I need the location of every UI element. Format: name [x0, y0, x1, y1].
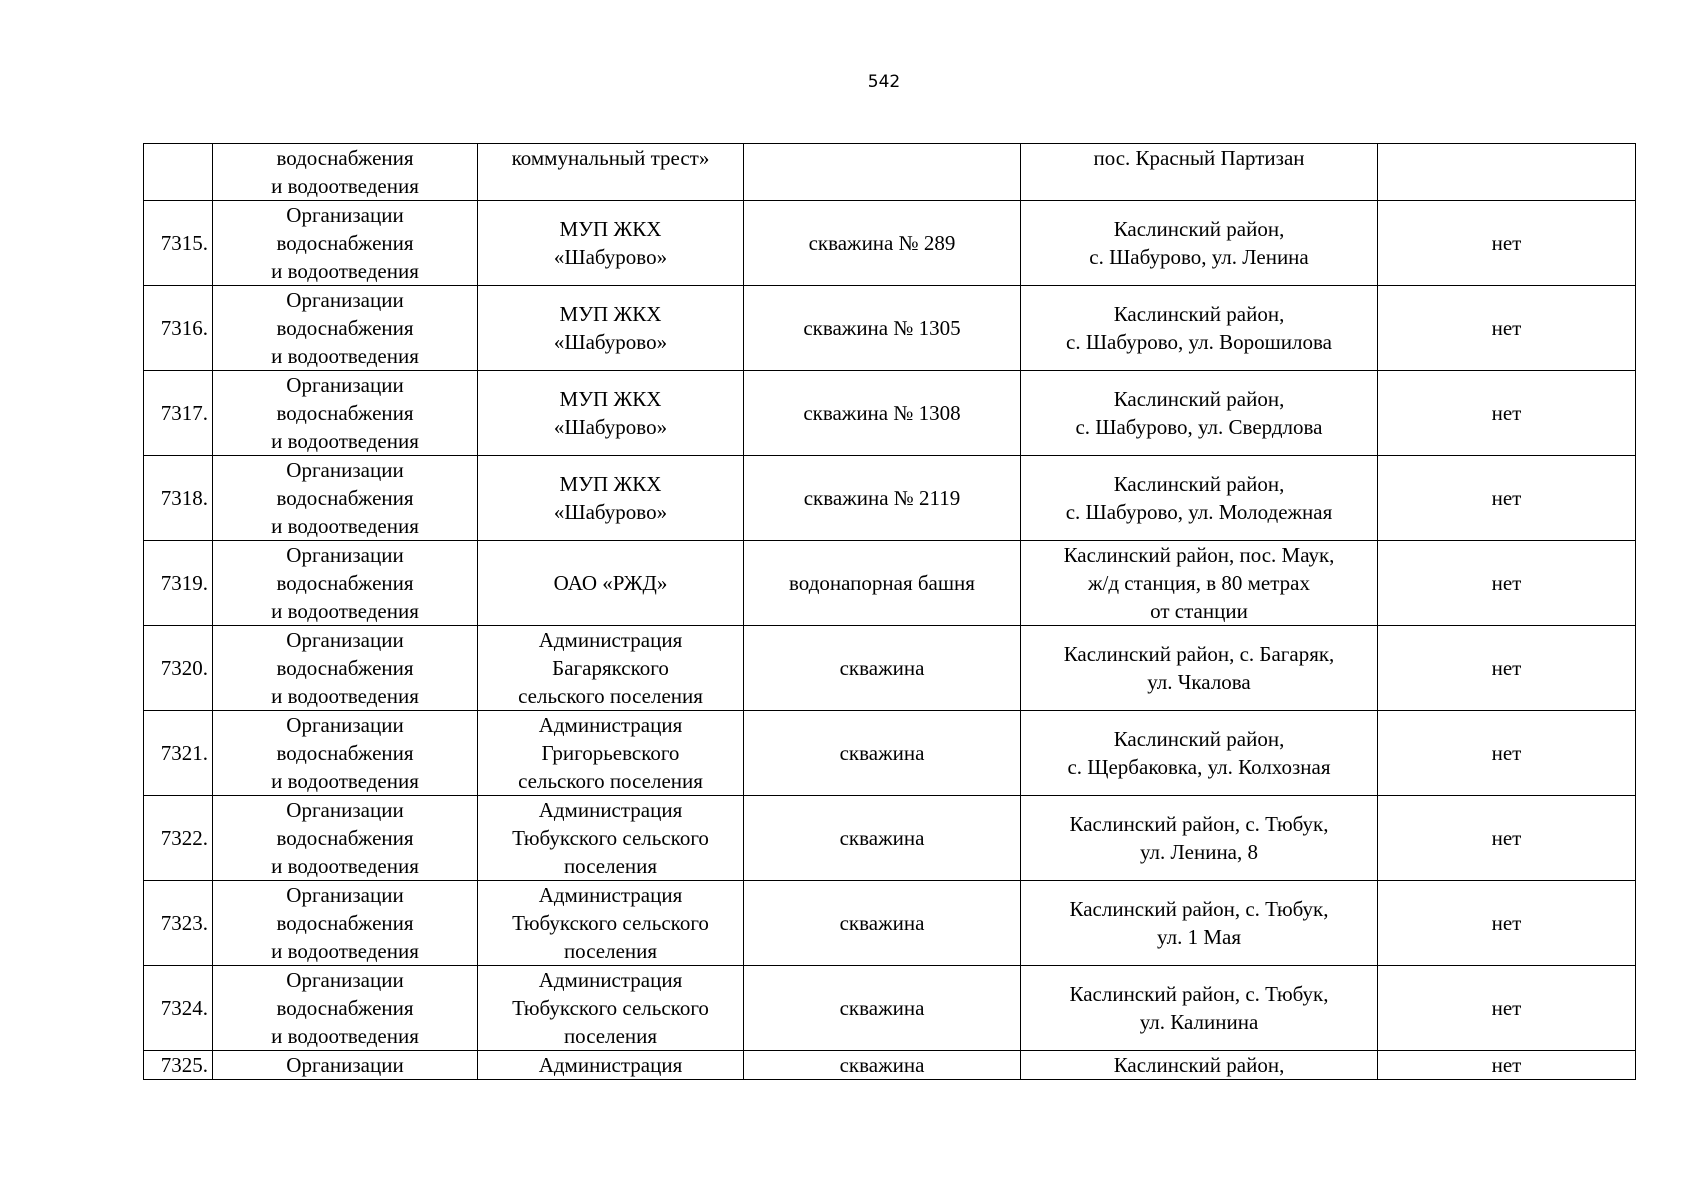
- address-line: Каслинский район,: [1113, 1053, 1285, 1077]
- owner-line: Администрация: [538, 713, 683, 737]
- address-line: с. Шабурово, ул. Молодежная: [1065, 500, 1333, 524]
- category-line: и водоотведения: [271, 684, 419, 708]
- address-cell: [1021, 626, 1378, 711]
- owner-line: МУП ЖКХ: [559, 472, 662, 496]
- category-line: и водоотведения: [271, 769, 419, 793]
- address-cell: [1021, 144, 1378, 201]
- owner-cell: [478, 1051, 744, 1080]
- address-line: Каслинский район,: [1113, 302, 1285, 326]
- object-line: скважина: [839, 911, 925, 935]
- category-line: водоснабжения: [276, 146, 414, 170]
- owner-line: Тюбукского сельского: [512, 911, 709, 935]
- owner-line: МУП ЖКХ: [559, 302, 662, 326]
- owner-line: Администрация: [538, 968, 683, 992]
- category-cell: [213, 371, 478, 456]
- table-row: [144, 1051, 1636, 1080]
- owner-cell: [478, 881, 744, 966]
- owner-cell: [478, 144, 744, 201]
- address-line: ул. Ленина, 8: [1139, 840, 1258, 864]
- address-cell: [1021, 881, 1378, 966]
- table-row: [144, 456, 1636, 541]
- table-row: [144, 371, 1636, 456]
- table-row: [144, 541, 1636, 626]
- address-line: Каслинский район, с. Багаряк,: [1063, 642, 1335, 666]
- registry-table: [143, 143, 1636, 1080]
- row-number-cell: 7320.: [144, 626, 213, 711]
- object-cell: [744, 456, 1021, 541]
- flag-cell: нет: [1378, 201, 1636, 286]
- category-line: и водоотведения: [271, 344, 419, 368]
- row-number-cell: [144, 144, 213, 201]
- owner-line: сельского поселения: [518, 769, 703, 793]
- category-line: водоснабжения: [276, 826, 414, 850]
- owner-line: Григорьевского: [541, 741, 680, 765]
- owner-line: Багарякского: [552, 656, 669, 680]
- table-row: [144, 626, 1636, 711]
- category-line: водоснабжения: [276, 911, 414, 935]
- flag-cell: [1378, 144, 1636, 201]
- row-number-cell: 7324.: [144, 966, 213, 1051]
- object-cell: [744, 144, 1021, 201]
- owner-line: «Шабурово»: [553, 330, 668, 354]
- object-cell: [744, 711, 1021, 796]
- owner-line: МУП ЖКХ: [559, 217, 662, 241]
- category-cell: [213, 711, 478, 796]
- category-line: Организации: [286, 628, 404, 652]
- category-line: водоснабжения: [276, 741, 414, 765]
- address-cell: [1021, 966, 1378, 1051]
- category-line: и водоотведения: [271, 429, 419, 453]
- address-line: Каслинский район, с. Тюбук,: [1069, 812, 1329, 836]
- owner-line: Тюбукского сельского: [512, 826, 709, 850]
- flag-cell: нет: [1378, 286, 1636, 371]
- owner-cell: [478, 201, 744, 286]
- object-line: скважина № 2119: [803, 486, 961, 510]
- category-cell: [213, 201, 478, 286]
- category-line: Организации: [286, 1053, 404, 1077]
- flag-cell: нет: [1378, 711, 1636, 796]
- address-cell: [1021, 456, 1378, 541]
- object-line: водонапорная башня: [789, 571, 975, 595]
- address-line: с. Щербаковка, ул. Колхозная: [1067, 755, 1331, 779]
- row-number-cell: 7316.: [144, 286, 213, 371]
- category-line: Организации: [286, 798, 404, 822]
- category-line: Организации: [286, 373, 404, 397]
- category-line: Организации: [286, 968, 404, 992]
- address-line: ул. 1 Мая: [1157, 925, 1241, 949]
- owner-line: поселения: [563, 939, 658, 963]
- object-cell: [744, 1051, 1021, 1080]
- flag-cell: нет: [1378, 1051, 1636, 1080]
- object-line: скважина: [839, 1053, 925, 1077]
- page-number: 542: [867, 72, 901, 92]
- category-line: водоснабжения: [276, 486, 414, 510]
- flag-cell: нет: [1378, 541, 1636, 626]
- category-cell: [213, 286, 478, 371]
- category-line: Организации: [286, 288, 404, 312]
- owner-line: «Шабурово»: [553, 415, 668, 439]
- address-line: с. Шабурово, ул. Свердлова: [1075, 415, 1323, 439]
- category-line: Организации: [286, 713, 404, 737]
- owner-line: коммунальный трест»: [511, 146, 710, 170]
- owner-line: Администрация: [538, 628, 683, 652]
- category-line: водоснабжения: [276, 571, 414, 595]
- category-cell: [213, 1051, 478, 1080]
- category-cell: [213, 796, 478, 881]
- flag-cell: нет: [1378, 626, 1636, 711]
- address-line: Каслинский район,: [1113, 387, 1285, 411]
- owner-line: ОАО «РЖД»: [553, 571, 668, 595]
- object-cell: [744, 881, 1021, 966]
- owner-line: «Шабурово»: [553, 245, 668, 269]
- object-line: скважина: [839, 741, 925, 765]
- table-row: [144, 286, 1636, 371]
- category-cell: [213, 541, 478, 626]
- owner-line: Администрация: [538, 883, 683, 907]
- owner-line: Тюбукского сельского: [512, 996, 709, 1020]
- flag-cell: нет: [1378, 966, 1636, 1051]
- owner-line: поселения: [563, 854, 658, 878]
- address-line: Каслинский район, с. Тюбук,: [1069, 897, 1329, 921]
- address-line: с. Шабурово, ул. Ворошилова: [1066, 330, 1332, 354]
- address-cell: [1021, 371, 1378, 456]
- category-line: и водоотведения: [271, 514, 419, 538]
- category-cell: [213, 626, 478, 711]
- category-line: Организации: [286, 883, 404, 907]
- table-row: [144, 796, 1636, 881]
- address-line: от станции: [1150, 599, 1248, 623]
- table-row: [144, 966, 1636, 1051]
- row-number-cell: 7319.: [144, 541, 213, 626]
- flag-cell: нет: [1378, 796, 1636, 881]
- address-cell: [1021, 286, 1378, 371]
- category-line: Организации: [286, 203, 404, 227]
- category-line: водоснабжения: [276, 656, 414, 680]
- address-cell: [1021, 711, 1378, 796]
- object-cell: [744, 286, 1021, 371]
- object-line: скважина № 1305: [803, 316, 961, 340]
- address-line: Каслинский район,: [1113, 472, 1285, 496]
- owner-cell: [478, 286, 744, 371]
- row-number-cell: 7318.: [144, 456, 213, 541]
- owner-line: Администрация: [538, 1053, 683, 1077]
- table-row: [144, 711, 1636, 796]
- owner-line: поселения: [563, 1024, 658, 1048]
- address-line: Каслинский район,: [1113, 727, 1285, 751]
- category-line: и водоотведения: [271, 854, 419, 878]
- owner-cell: [478, 541, 744, 626]
- category-line: и водоотведения: [271, 174, 419, 198]
- row-number-cell: 7315.: [144, 201, 213, 286]
- object-cell: [744, 201, 1021, 286]
- object-line: скважина: [839, 996, 925, 1020]
- object-cell: [744, 796, 1021, 881]
- owner-cell: [478, 626, 744, 711]
- address-line: ул. Калинина: [1139, 1010, 1259, 1034]
- category-line: водоснабжения: [276, 316, 414, 340]
- owner-line: Администрация: [538, 798, 683, 822]
- object-cell: [744, 966, 1021, 1051]
- flag-cell: нет: [1378, 881, 1636, 966]
- object-line: скважина № 289: [808, 231, 956, 255]
- row-number-cell: 7325.: [144, 1051, 213, 1080]
- row-number-cell: 7323.: [144, 881, 213, 966]
- object-cell: [744, 541, 1021, 626]
- category-line: водоснабжения: [276, 231, 414, 255]
- owner-cell: [478, 371, 744, 456]
- category-line: и водоотведения: [271, 939, 419, 963]
- object-line: скважина: [839, 826, 925, 850]
- category-cell: [213, 966, 478, 1051]
- owner-cell: [478, 711, 744, 796]
- address-cell: [1021, 1051, 1378, 1080]
- category-line: водоснабжения: [276, 996, 414, 1020]
- address-cell: [1021, 796, 1378, 881]
- object-cell: [744, 371, 1021, 456]
- address-line: ж/д станция, в 80 метрах: [1087, 571, 1310, 595]
- category-line: и водоотведения: [271, 599, 419, 623]
- owner-cell: [478, 796, 744, 881]
- address-cell: [1021, 201, 1378, 286]
- address-cell: [1021, 541, 1378, 626]
- address-line: Каслинский район, пос. Маук,: [1063, 543, 1335, 567]
- category-line: и водоотведения: [271, 259, 419, 283]
- table-row: [144, 881, 1636, 966]
- object-cell: [744, 626, 1021, 711]
- owner-line: МУП ЖКХ: [559, 387, 662, 411]
- object-line: скважина: [839, 656, 925, 680]
- flag-cell: нет: [1378, 371, 1636, 456]
- registry-table-body: [144, 144, 1636, 1080]
- category-cell: [213, 456, 478, 541]
- table-row: [144, 144, 1636, 201]
- row-number-cell: 7321.: [144, 711, 213, 796]
- address-line: Каслинский район, с. Тюбук,: [1069, 982, 1329, 1006]
- row-number-cell: 7317.: [144, 371, 213, 456]
- owner-cell: [478, 456, 744, 541]
- row-number-cell: 7322.: [144, 796, 213, 881]
- address-line: ул. Чкалова: [1147, 670, 1251, 694]
- owner-cell: [478, 966, 744, 1051]
- category-cell: [213, 144, 478, 201]
- category-line: водоснабжения: [276, 401, 414, 425]
- category-line: и водоотведения: [271, 1024, 419, 1048]
- address-line: пос. Красный Партизан: [1093, 146, 1305, 170]
- address-line: с. Шабурово, ул. Ленина: [1089, 245, 1309, 269]
- category-line: Организации: [286, 543, 404, 567]
- owner-line: «Шабурово»: [553, 500, 668, 524]
- owner-line: сельского поселения: [518, 684, 703, 708]
- address-line: Каслинский район,: [1113, 217, 1285, 241]
- category-cell: [213, 881, 478, 966]
- flag-cell: нет: [1378, 456, 1636, 541]
- object-line: скважина № 1308: [803, 401, 961, 425]
- category-line: Организации: [286, 458, 404, 482]
- table-row: [144, 201, 1636, 286]
